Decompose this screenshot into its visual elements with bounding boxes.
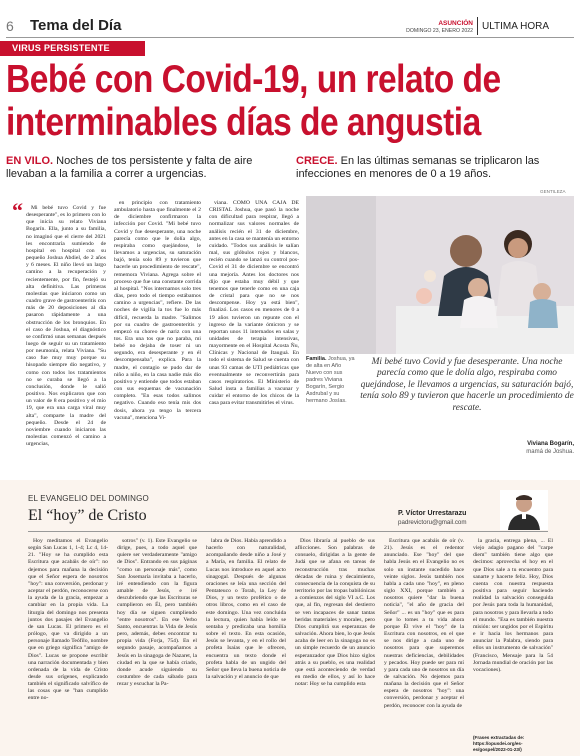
deck-right-label: CRECE. (296, 155, 338, 167)
author-email: padrevictoru@gmail.com (398, 519, 467, 526)
author-portrait (500, 490, 548, 530)
gospel-rule (28, 531, 548, 532)
kicker: VIRUS PERSISTENTE (12, 43, 110, 53)
gospel-column-4-text: Dios libraría al pueblo de sus aflicciones. Son palabras de consuelo, dirigidas a la gente de Judá que se afana en tareas de reconstrucción tras muchas décadas de ruina y decaimiento, consecuencia de la conquista de su territorio por las tropas babilónicas a comienzos del siglo VI a.C. Los que, al fin, regresan del destierro se ven incapaces de sanar tantas heridas materiales y morales, pero Dios cumplirá sus esperanzas de salvación. Ahora bien, lo que Jesús acaba de leer en la sinagoga no es un simple recuerdo de un anuncio esperanzador que Dios hizo siglos atrás a su pueblo, es una realidad que está aconteciendo de verdad en medio de ellos, y así lo hace notar: Hoy se ha cumplido esta (295, 538, 375, 688)
body-column-3-text: viana. COMO UNA CAJA DE CRISTAL Joshua, que pasó la noche con dificultad para respirar, llegó a normalizar sus valores normales de análisis recién el 31 de diciembre, antes en la casa se mantenía un entorno cuidado. "Todos sus análisis le salían mal, sus glóbulos rojos y blancos, recién cuando se lanzó su control pos-Covid el 31 de diciembre se encontró una mejoría. Antes los doctores nos dijo que estaba muy débil y que tenemos que tenerle como en una caja de cristal para que no se nos descompense. Hoy ya está bien", finalizó. Los casos en menores de 0 a 19 años tuvieron un repunte con el ingreso de la variante ómicron y se reportan unos 11 internados en salas y unidades de terapia intensivas, mayormente en el Hospital Acosta Ñu, Clínicas y Nacional de Itauguá. En todo el sistema de Salud se cuenta con unas 93 camas de UTI pediátricas que eventualmente se reconvertirán para casos respiratorios. El Ministerio de Salud insta a familias a vacunar y cuidar el entorno de los chicos de la casa para evitar transmitirles el virus. (209, 200, 299, 407)
body-column-3 (209, 200, 299, 475)
deck-left-label: EN VILO. (6, 155, 54, 167)
gospel-column-2 (117, 538, 197, 748)
gospel-section-label: EL EVANGELIO DEL DOMINGO (28, 494, 149, 503)
pull-quote: Mi bebé tuvo Covid y fue desesperante. Una noche parecía como que le dolía algo, respiraba como quejándose, le llevamos a urgencias, su saturación bajó, tenía solo 89 y tuvieron que hacerle un procedimiento de rescate. (360, 357, 574, 413)
quote-role: mamá de Joshua. (526, 449, 574, 455)
gospel-column-3-text: labra de Dios. Había aprendido a hacerlo con naturalidad, acompañando desde niño a José y a María, en familia. El relato de Lucas nos introduce en aquel acto sinagogal. Después de algunas oraciones se leía una sección del Pentateuco o Torah, la Ley de Dios, y un texto profético o de otros libros, como en el caso de este domingo. Una vez concluida la lectura, quien había leído se sentaba y predicaba una homilía sobre el texto. En esta ocasión, Jesús se levanta, y en el rollo del profeta Isaías que le ofrecen, encuentra un texto donde el profeta habla de un ungido del Señor que lleva la buena noticia de la salvación y el anuncio de que (206, 538, 286, 680)
deck-right (296, 155, 576, 181)
deck-left-text: Noches de tos persistente y falta de aire llevaban a la familia a correr a urgencias. (6, 155, 253, 180)
gospel-column-2-text: sotros" (v. 1). Este Evangelio se dirige, pues, a todo aquel que quiere ser verdaderamente "amigo de Dios". Entrando en sus páginas "como un personaje más", como San Josemaría invitaba a hacerlo, iré entendiendo con la figura amable de Jesús, e iré descubriendo que las Escrituras se cumplieron en Él, pero también hoy día se siguen cumpliendo "entre nosotros". En ese Verbo Santo, encuentras la Vida de Jesús pero, además, debes encontrar tu propia vida (Forja, 754). En el segundo pasaje, acompañamos a Jesús en la sinagoga de Nazaret, la ciudad en la que se había criado, donde acude siguiendo su costumbre de cada sábado para rezar y escuchar la Pa- (117, 538, 197, 688)
caption-label: Familia. (306, 356, 327, 362)
gospel-box (0, 480, 580, 756)
header-rule (6, 37, 574, 38)
caption-text: Joshua, ya de alta en Año Nuevo con sus padres Viviana Bogarín, Sergio Asdrubal y su hermano Josías. (306, 356, 355, 404)
gospel-column-3 (206, 538, 286, 748)
header-tag: ULTIMA HORA (482, 21, 550, 32)
section-title: Tema del Día (30, 17, 122, 34)
gospel-column-5 (384, 538, 464, 748)
headline (6, 58, 501, 144)
gospel-column-1 (28, 538, 108, 748)
body-column-1-text: Mi bebé tuvo Covid y fue desesperante", es lo primero con lo que inicia su relato Viviana Bogarín. Ella, junto a su familia, no imaginó que el cierre del 2021 les encontraría sumiendo de hospital en hospital con su pequeño Joshua Abdiel, de 2 años y 6 meses. El niño llevó un largo camino a la recuperación y recientemente, por fin, festejó su alta definitiva. Las primeras molestias que iniciaron como un cuadro grave de gastroenteritis con más de 20 deposiciones al día pasaron rápidamente a una obstrucción de los bronquios. En el caso de Joshua, el diagnóstico se confirmó unas semanas después luego de seguir su un tratamiento por neumonía, relata Viviana. "Su caso fue muy muy porque su hisopado siempre dio negativo, y como con todos los tratamientos no se curaba se llegó a la conclusión, donde le salió positivo. Nos explicaron que con un valor de 8 era positivo y el mío 19, que era una carga viral muy alta", comparte la madre del pequeño. Desde el 24 de noviembre cuando iniciaron las molestias comenzó el camino a urgencias, (26, 205, 106, 448)
header-divider (477, 17, 478, 35)
photo-credit: GENTILEZA (540, 189, 566, 194)
header-date: DOMINGO 23, ENERO 2022 (406, 28, 473, 34)
gospel-column-6-text: la gracia, entrega plena, ... El viejo adagio pagano del "carpe diem" también tiene algo que decimos: aprovecha el hoy en el que Dios sale a tu encuentro para sanarte y hacerte feliz. Hoy, Dios cuenta con nuestra respuesta positiva para seguir haciendo realidad la salvación conseguida por Jesús para toda la humanidad, para nosotros y para llevarla a todo el mundo. "Esa es también nuestra misión: ser ungidos por el Espíritu e ir hacia los hermanos para anunciar la Palabra, siendo para ellos un instrumento de salvación" (Francisco, Mensaje para la 54 Jornada mundial de oración por las vocaciones). (473, 538, 553, 673)
gospel-column-6 (473, 538, 553, 734)
gospel-column-4 (295, 538, 375, 748)
quote-attribution (480, 440, 574, 456)
gospel-title: El “hoy” de Cristo (28, 507, 147, 524)
gospel-column-5-text: Escritura que acabáis de oír (v. 21). Jesús es el redentor anunciado. Ese "hoy" del que habla Jesús en el Evangelio no es solo un instante sucedido hace veinte siglos. Jesús también nos habla a cada uno "hoy", en pleno siglo XXI, porque también a nosotros quiere "dar la buena noticia", "el año de gracia del Señor" ... es un "hoy" que es para que lo tomes a tu vida ahora porque Él vive el "hoy" de la Escritura con nosotros, en el que se nos dirige a cada uno de nosotros para que superemos nuestras deficiencias, debilidades y pecados. Hoy puede ser para mí y para cada uno de nosotros un día de salvación. No dejemos para mañana la decisión que el Señor espera de nosotros "hoy": una conversión, perdonar y aceptar el perdón, reconocer con la ayuda de (384, 538, 464, 709)
author-photo (500, 490, 548, 530)
quote-name: Viviana Bogarín, (527, 441, 574, 447)
header-city: ASUNCIÓN (438, 20, 473, 27)
body-column-2 (114, 200, 201, 475)
headline-line-2: interminables días de angustia (6, 101, 481, 144)
author-name: P. Víctor Urrestarazu (398, 510, 467, 517)
page-header (0, 0, 580, 38)
family-photo-illustration (306, 196, 574, 354)
page-number: 6 (6, 18, 14, 34)
body-column-1 (26, 205, 106, 475)
photo-caption (306, 356, 358, 405)
gospel-source-note: (Frases extractadas de: https://opusdei.org/es-es/gospel/2022-01-23/) (473, 735, 525, 752)
family-photo (306, 196, 574, 354)
quote-mark: “ (12, 198, 23, 223)
headline-line-1: Bebé con Covid-19, un relato de (6, 58, 501, 101)
deck-right-text: En las últimas semanas se triplicaron las infecciones en menores de 0 a 19 años. (296, 155, 540, 180)
body-column-2-text: en principio con tratamiento ambulatorio hasta que finalmente el 2 de diciembre confirmaron la infección por Covid. "Mi bebé tuvo Covid y fue desesperante, una noche parecía como que le dolía algo, respiraba como quejándose, le llevamos a urgencias, su saturación bajó, tenía solo 89 y tuvieron que hacerle un procedimiento de rescate", rememora Viviana. Agrega sobre el proceso que fue una constante corrida al hospital. "Nos internamos solo tres días, pero todo el tiempo estábamos camino a urgencias", refiere. De las noches de vigilia la tos fue lo más difícil, recuerda la madre. "Salimos por su cuadro de gastroenteritis y empezó su choreo de nariz con una tos. Era una tos que no paraba, mi bebé no dejaba de toser ni un segundo, era desesperante y en él descompensaba", explica. Para la madre, el contagio se pudo dar de niño a niño, en la casa nadie más dio positivo y entiende que todos estaban con sus esquemas de vacunación completo. "En esas todos salimos negativo. Cuando eso tenía mis dos dosis, ahora ya tengo la tercera vacuna", menciona Vi- (114, 200, 201, 421)
kicker-bar (0, 41, 145, 56)
deck-left (6, 155, 284, 181)
gospel-column-1-text: Hoy meditamos el Evangelio según San Lucas 1, 1-4; Lc 4, 14-21. "Hoy se ha cumplido esta Escritura que acabáis de oír": no dejemos para mañana la decisión que el Señor espera de nosotros "hoy": una conversión, perdonar y aceptar el perdón, reconocerse con la ayuda de la gracia, empezar a cambiar en la propia vida. La liturgia del domingo nos presenta juntos dos pasajes del Evangelio de san Lucas. El primero es el prólogo, que va dirigido a un personaje llamado Teófilo, nombre que en griego significa "amigo de Dios". Lucas se propone escribir una narración documentada y bien ordenada de la vida de Cristo desde sus orígenes, explicando también el significado salvífico de las cosas que se "han cumplido entre no- (28, 538, 108, 702)
